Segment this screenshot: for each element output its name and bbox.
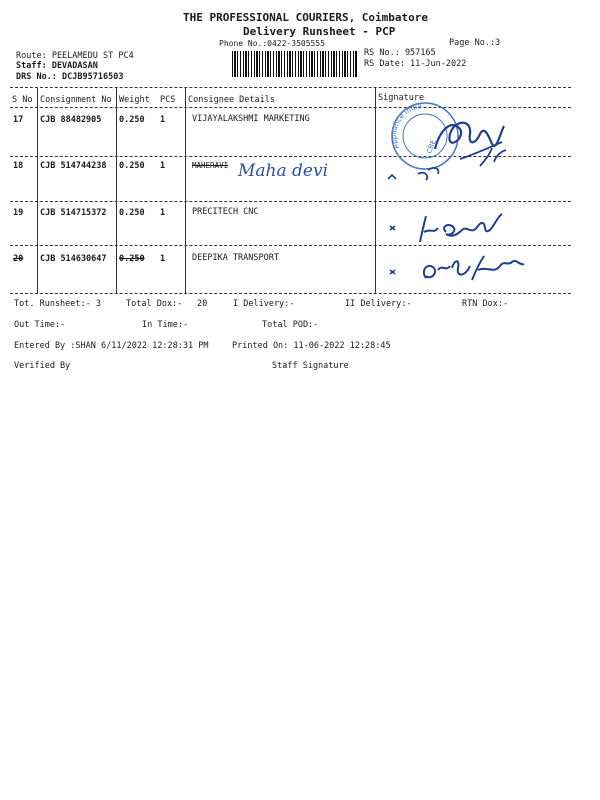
- staff-name: Staff: DEVADASAN: [16, 61, 98, 71]
- column-divider: [37, 88, 38, 293]
- barcode: [232, 51, 358, 77]
- total-dox-label: Total Dox:-: [126, 299, 183, 309]
- column-header-sno: S No: [12, 95, 33, 105]
- ii-delivery: II Delivery:-: [345, 299, 412, 309]
- entered-by: Entered By :SHAN 6/11/2022 12:28:31 PM: [14, 341, 209, 351]
- stamp-text: Appliance India: [390, 102, 423, 151]
- column-header-pcs: PCS: [160, 95, 176, 105]
- row-pcs: 1: [160, 161, 166, 171]
- company-title: THE PROFESSIONAL COURIERS, Coimbatore: [183, 11, 429, 24]
- row-rule: [10, 201, 571, 202]
- signature-20-icon: [380, 248, 530, 293]
- row-sno: 20: [13, 254, 24, 264]
- out-time: Out Time:-: [14, 320, 66, 330]
- page-number: Page No.:3: [449, 38, 501, 48]
- stamp-city: CBE: [425, 138, 438, 155]
- column-divider: [185, 88, 186, 293]
- row-consignment: CJB 514630647: [40, 254, 107, 264]
- table-bottom-rule: [10, 293, 571, 294]
- row-weight: 0.250: [119, 161, 145, 171]
- row-pcs: 1: [160, 208, 166, 218]
- column-header-consignment: Consignment No: [40, 95, 112, 105]
- route: Route: PEELAMEDU ST PC4: [16, 51, 134, 61]
- printed-on: Printed On: 11-06-2022 12:28:45: [232, 341, 391, 351]
- column-header-weight: Weight: [119, 95, 150, 105]
- runsheet-subtitle: Delivery Runsheet - PCP: [243, 25, 396, 38]
- table-top-rule: [10, 87, 571, 88]
- row-consignment: CJB 514744238: [40, 161, 107, 171]
- signature-19-icon: [380, 206, 520, 246]
- row-consignment: CJB 514715372: [40, 208, 107, 218]
- rs-number: RS No.: 957165: [364, 48, 436, 58]
- column-header-signature: Signature: [378, 93, 425, 103]
- signature-17-icon: [380, 104, 570, 184]
- row-consignee: MAHERAVI: [192, 161, 229, 170]
- column-header-consignee: Consignee Details: [188, 95, 275, 105]
- drs-number: DRS No.: DCJB95716503: [16, 72, 124, 82]
- row-consignee: PRECITECH CNC: [192, 207, 259, 217]
- handwritten-name: Maha devi: [238, 161, 329, 181]
- row-sno: 19: [13, 208, 24, 218]
- column-divider: [116, 88, 117, 293]
- row-weight: 0.250: [119, 208, 145, 218]
- verified-by: Verified By: [14, 361, 71, 371]
- phone-number: Phone No.:0422-3505555: [219, 39, 325, 48]
- row-weight: 0.250: [119, 254, 145, 264]
- rtn-dox: RTN Dox:-: [462, 299, 509, 309]
- total-pod: Total POD:-: [262, 320, 319, 330]
- row-pcs: 1: [160, 254, 166, 264]
- total-dox-value: 20: [197, 299, 208, 309]
- row-sno: 18: [13, 161, 24, 171]
- total-runsheet: Tot. Runsheet:- 3: [14, 299, 101, 309]
- row-sno: 17: [13, 115, 24, 125]
- staff-signature: Staff Signature: [272, 361, 349, 371]
- row-consignment: CJB 88482905: [40, 115, 102, 125]
- row-consignee: VIJAYALAKSHMI MARKETING: [192, 114, 310, 124]
- rs-date: RS Date: 11-Jun-2022: [364, 59, 467, 69]
- i-delivery: I Delivery:-: [233, 299, 295, 309]
- in-time: In Time:-: [142, 320, 189, 330]
- row-pcs: 1: [160, 115, 166, 125]
- row-weight: 0.250: [119, 115, 145, 125]
- column-divider: [375, 88, 376, 293]
- row-consignee: DEEPIKA TRANSPORT: [192, 253, 279, 263]
